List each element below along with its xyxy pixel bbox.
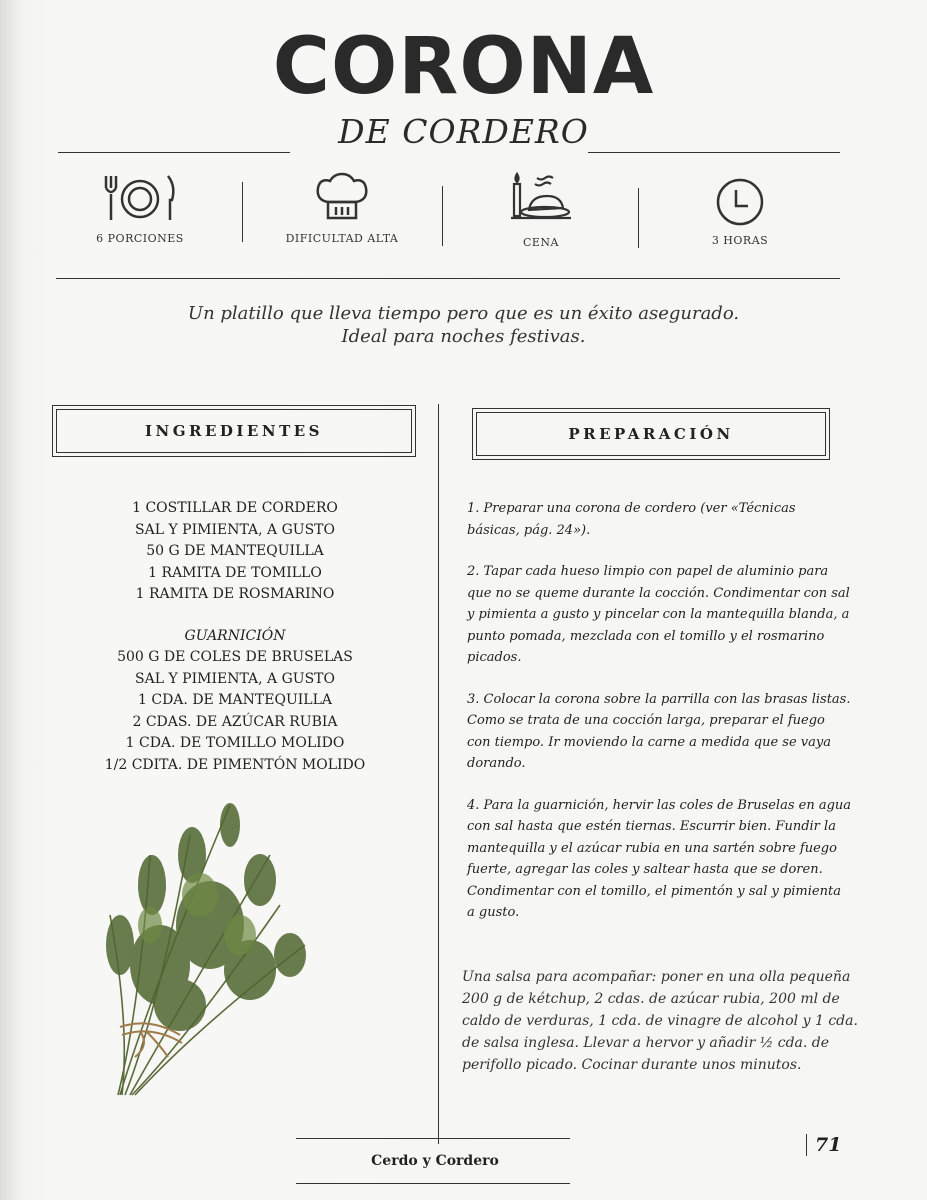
ingredients-list [60, 498, 410, 776]
dinner-table-icon [509, 172, 573, 228]
title-rule-right [588, 152, 840, 153]
preparation-step: 3. Colocar la corona sobre la parrilla con las brasas listas. Como se trata de una cocción larga, preparar el fuego con tiempo. Ir moviendo la carne a medida que se vaya dorando. [467, 691, 851, 771]
footer-section-label: Cerdo y Cordero [371, 1153, 499, 1169]
info-divider [442, 186, 443, 246]
ingredient-item: 50 G DE MANTEQUILLA [146, 543, 324, 559]
sauce-note: Una salsa para acompañar: poner en una olla pequeña 200 g de kétchup, 2 cdas. de azúcar rubia, 200 ml de caldo de verduras, 1 cda. de vinagre de alcohol y 1 cda. de salsa inglesa. Llevar a hervor y añadir ½ cda. de perifollo picado. Cocinar durante unos minutos. [462, 969, 858, 1073]
ingredients-heading-box [52, 405, 416, 457]
info-difficulty-label: DIFICULTAD ALTA [285, 232, 399, 245]
chef-hat-icon [312, 172, 372, 224]
preparation-heading-box [472, 408, 830, 460]
ingredient-item: 1 COSTILLAR DE CORDERO [132, 500, 338, 516]
info-meal [451, 172, 631, 249]
recipe-subtitle: DE CORDERO [338, 112, 589, 151]
recipe-title: CORONA [272, 22, 655, 112]
ingredient-item: 1 CDA. DE MANTEQUILLA [138, 692, 332, 708]
info-servings-label: 6 PORCIONES [96, 232, 184, 245]
info-time [650, 172, 830, 247]
info-difficulty [252, 172, 432, 245]
cutlery-plate-icon [98, 172, 182, 224]
page-number: 71 [806, 1134, 841, 1156]
preparation-steps [467, 498, 852, 944]
ingredient-item: 500 G DE COLES DE BRUSELAS [117, 649, 353, 665]
ingredient-item: 1 CDA. DE TOMILLO MOLIDO [125, 735, 345, 751]
ingredient-item: SAL Y PIMIENTA, A GUSTO [135, 521, 335, 538]
footer-rule-bottom [296, 1183, 570, 1184]
preparation-heading: PREPARACIÓN [476, 412, 826, 456]
ingredient-item: 1/2 CDITA. DE PIMENTÓN MOLIDO [104, 756, 366, 773]
preparation-step: 2. Tapar cada hueso limpio con papel de aluminio para que no se queme durante la cocción. Condimentar con sal y pimienta a gusto y pincelar con la mantequilla blanda, a punto pomada, mezclada con el tomillo y el rosmarino picados. [467, 564, 850, 665]
ingredient-item: 1 RAMITA DE TOMILLO [148, 564, 322, 581]
column-divider [438, 404, 439, 1144]
title-rule-left [58, 152, 290, 153]
intro-line: Ideal para noches festivas. [341, 326, 586, 347]
info-time-label: 3 HORAS [711, 234, 769, 247]
ingredient-item: SAL Y PIMIENTA, A GUSTO [135, 670, 335, 687]
preparation-step: 1. Preparar una corona de cordero (ver «Técnicas básicas, pág. 24»). [467, 501, 796, 538]
preparation-step: 4. Para la guarnición, hervir las coles de Bruselas en agua con sal hasta que estén tiernas. Escurrir bien. Fundir la mantequilla y el azúcar rubia en una sartén sobre fuego fuerte, agregar las coles y saltear hasta que se doren. Condimentar con el tomillo, el pimentón y sal y pimienta a gusto. [467, 797, 852, 920]
intro-line: Un platillo que lleva tiempo pero que es un éxito asegurado. [187, 303, 740, 324]
recipe-intro [100, 302, 827, 348]
ingredient-item: 1 RAMITA DE ROSMARINO [135, 586, 335, 602]
thyme-bundle-image [80, 795, 320, 1115]
info-servings [50, 172, 230, 245]
clock-icon [714, 172, 766, 226]
garnish-title: GUARNICIÓN [184, 627, 286, 644]
ingredients-heading: INGREDIENTES [56, 409, 412, 453]
info-meal-label: CENA [522, 236, 559, 249]
info-divider [242, 182, 243, 242]
section-rule [56, 278, 840, 279]
info-divider [638, 188, 639, 248]
ingredient-item: 2 CDAS. DE AZÚCAR RUBIA [132, 713, 338, 730]
footer-rule-top [296, 1138, 570, 1139]
